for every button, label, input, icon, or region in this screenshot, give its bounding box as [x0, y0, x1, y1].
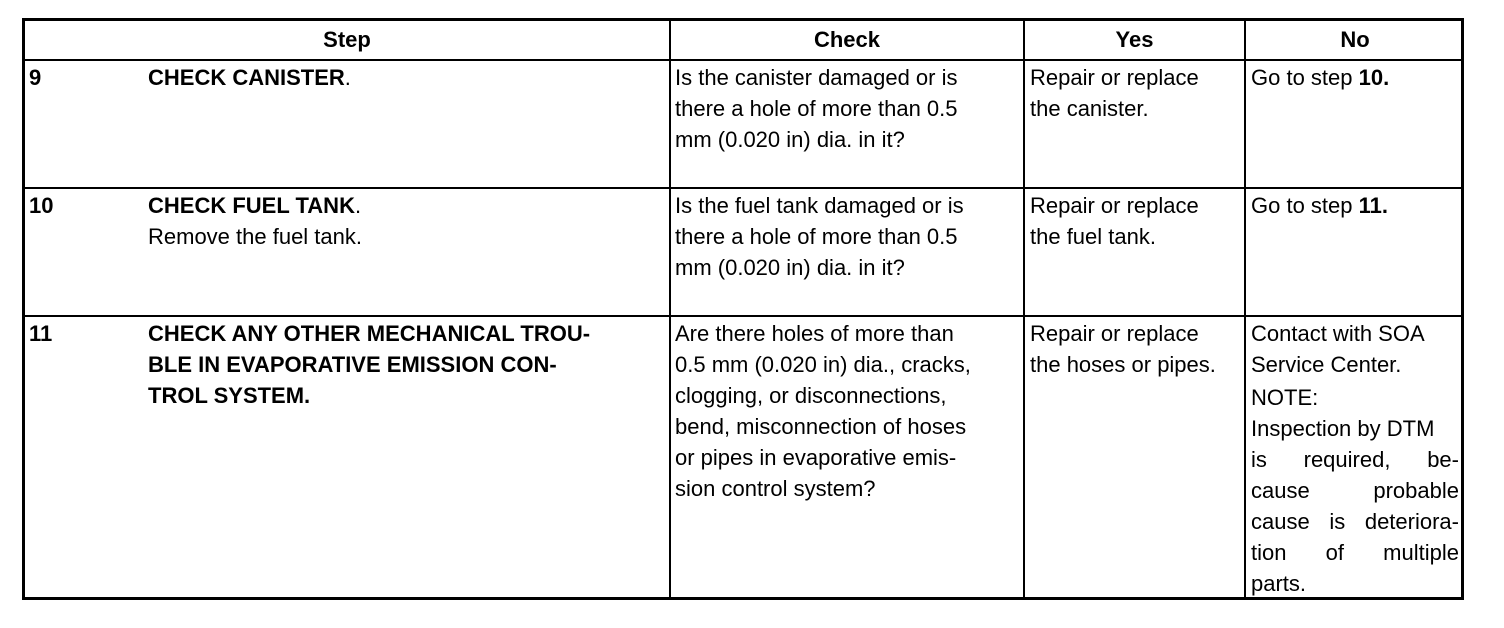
no-prefix: Go to step: [1251, 193, 1359, 218]
check-line: there a hole of more than 0.5: [675, 96, 958, 121]
check-line: there a hole of more than 0.5: [675, 224, 958, 249]
check-question: [675, 190, 964, 283]
step-title-text: CHECK CANISTER: [148, 65, 345, 90]
note-line: parts.: [1251, 571, 1307, 596]
yes-line: the fuel tank.: [1030, 224, 1156, 249]
no-prefix: Go to step: [1251, 65, 1359, 90]
yes-action: [1030, 190, 1199, 252]
check-line: sion control system?: [675, 476, 876, 501]
check-line: clogging, or disconnections,: [675, 383, 947, 408]
check-question: [675, 62, 958, 155]
step-number: 10: [29, 193, 54, 218]
header-step: Step: [323, 27, 371, 52]
header-yes: Yes: [1115, 27, 1154, 52]
note-line: tion of multiple: [1251, 540, 1459, 565]
step-number: 11: [29, 321, 53, 346]
check-line: bend, misconnection of hoses: [675, 414, 967, 439]
header-check: Check: [813, 27, 881, 52]
yes-action: [1030, 62, 1199, 124]
step-title-line: TROL SYSTEM.: [148, 383, 311, 408]
yes-line: the canister.: [1030, 96, 1149, 121]
note-line: Inspection by DTM: [1251, 416, 1435, 441]
step-title: [148, 62, 351, 93]
step-instruction: Remove the fuel tank.: [148, 224, 363, 249]
check-line: Are there holes of more than: [675, 321, 954, 346]
yes-line: Repair or replace: [1030, 193, 1199, 218]
note-line: cause is deteriora-: [1251, 509, 1459, 534]
no-line: Service Center.: [1251, 352, 1402, 377]
step-title-line: BLE IN EVAPORATIVE EMISSION CON-: [148, 352, 557, 377]
row-divider: [25, 59, 1461, 61]
step-title: [148, 318, 590, 411]
row-divider: [25, 187, 1461, 189]
no-step-ref: 10.: [1358, 65, 1390, 90]
note-label: NOTE:: [1251, 385, 1319, 410]
step-title-text: CHECK FUEL TANK: [148, 193, 355, 218]
check-line: mm (0.020 in) dia. in it?: [675, 127, 905, 152]
check-line: Is the canister damaged or is: [675, 65, 958, 90]
check-line: mm (0.020 in) dia. in it?: [675, 255, 905, 280]
step-title-line: CHECK ANY OTHER MECHANICAL TROU-: [148, 321, 591, 346]
yes-action: [1030, 318, 1216, 380]
header-no: No: [1340, 27, 1370, 52]
no-line: Contact with SOA: [1251, 321, 1425, 346]
yes-line: Repair or replace: [1030, 321, 1199, 346]
troubleshooting-table: [22, 18, 1464, 600]
step-number: 9: [29, 65, 42, 90]
note-line: cause probable: [1251, 478, 1459, 503]
yes-line: Repair or replace: [1030, 65, 1199, 90]
column-divider: [1244, 21, 1246, 597]
step-title-period: .: [344, 65, 351, 90]
column-divider: [1023, 21, 1025, 597]
no-action: [1251, 190, 1388, 221]
check-question: [675, 318, 971, 504]
yes-line: the hoses or pipes.: [1030, 352, 1216, 377]
step-title-period: .: [354, 193, 362, 218]
note-line: is required, be-: [1251, 447, 1459, 472]
no-action: [1251, 62, 1389, 93]
check-line: or pipes in evaporative emis-: [675, 445, 957, 470]
no-action: [1251, 318, 1459, 599]
column-divider: [669, 21, 671, 597]
no-step-ref: 11.: [1358, 193, 1388, 218]
check-line: 0.5 mm (0.020 in) dia., cracks,: [675, 352, 971, 377]
check-line: Is the fuel tank damaged or is: [675, 193, 964, 218]
row-divider: [25, 315, 1461, 317]
step-title: [148, 190, 362, 252]
